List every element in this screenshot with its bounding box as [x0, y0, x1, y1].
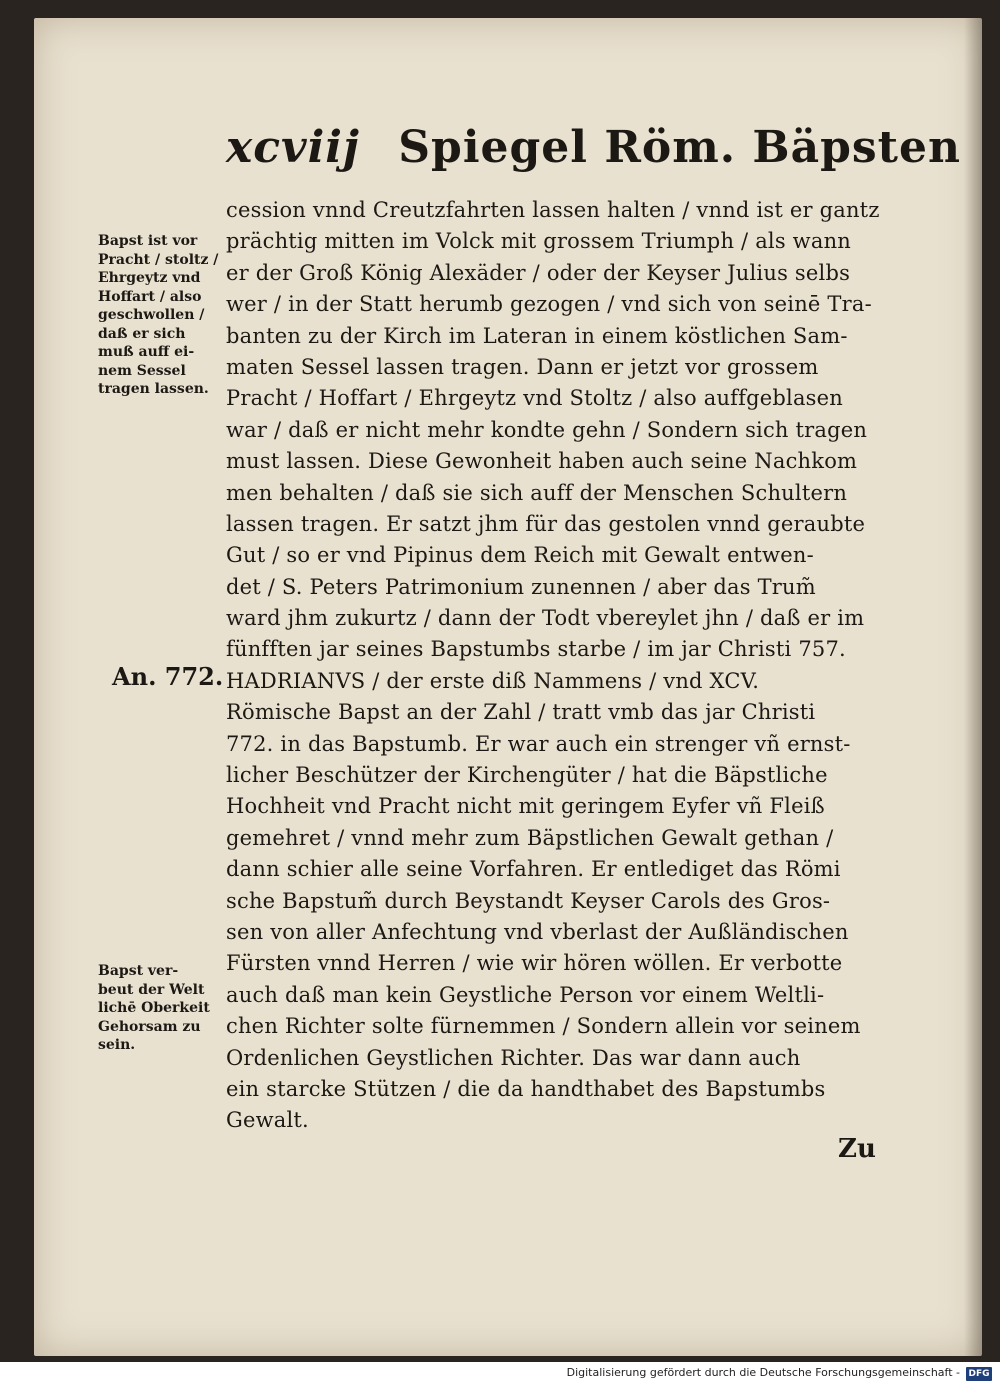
- text-line: chen Richter solte fürnemmen / Sondern allein vor seinem: [226, 1014, 861, 1039]
- text-line: er der Groß König Alexäder / oder der Keyser Julius selbs: [226, 260, 851, 285]
- text-line: dann schier alle seine Vorfahren. Er entlediget das Römi: [226, 857, 841, 882]
- text-line: lassen tragen. Er satzt jhm für das gestolen vnnd geraubte: [226, 511, 866, 536]
- margin-note-line: Ehrgeytz vnd: [98, 270, 201, 286]
- margin-note-line: muß auff ei-: [98, 344, 195, 360]
- text-line: fünfften jar seines Bapstumbs starbe / im jar Christi 757.: [226, 637, 846, 662]
- text-line: men behalten / daß sie sich auff der Menschen Schultern: [226, 480, 848, 505]
- text-line: sen von aller Anfechtung vnd vberlast der Außländischen: [226, 919, 849, 944]
- margin-note-line: sein.: [98, 1037, 136, 1053]
- text-line: cession vnnd Creutzfahrten lassen halten / vnnd ist er gantz: [226, 198, 880, 222]
- text-line: wer / in der Statt herumb gezogen / vnd sich von seinē Tra-: [226, 292, 872, 317]
- margin-note-line: Bapst ist vor: [98, 233, 198, 249]
- text-line: det / S. Peters Patrimonium zunennen / aber das Trum̃: [226, 574, 816, 599]
- text-line: Gewalt.: [226, 1108, 309, 1133]
- footer-bar: [0, 1364, 1000, 1386]
- margin-note-line: Gehorsam zu: [98, 1018, 201, 1035]
- margin-note-line: tragen lassen.: [98, 381, 209, 397]
- text-line: auch daß man kein Geystliche Person vor einem Weltli-: [226, 982, 825, 1007]
- dfg-logo: DFG: [966, 1367, 992, 1381]
- funding-credit: Digitalisierung gefördert durch die Deutsche Forschungsgemeinschaft -: [566, 1366, 960, 1379]
- margin-note-pope-pride: [98, 232, 258, 399]
- text-line: Römische Bapst an der Zahl / tratt vmb das jar Christi: [226, 700, 816, 725]
- text-line: ein starcke Stützen / die da handthabet des Bapstumbs: [226, 1076, 826, 1101]
- text-line: sche Bapstum̃ durch Beystandt Keyser Carols des Gros-: [226, 888, 831, 913]
- margin-note-line: Pracht / stoltz /: [98, 251, 219, 268]
- text-line: licher Beschützer der Kirchengüter / hat die Bäpstliche: [226, 763, 828, 788]
- catchword: Zu: [838, 1134, 876, 1164]
- margin-note-secular-authority: [98, 962, 258, 1055]
- text-line: HADRIANVS / der erste diß Nammens / vnd XCV.: [226, 668, 760, 693]
- margin-note-line: daß er sich: [98, 325, 186, 342]
- text-line: Fürsten vnnd Herren / wie wir hören wöllen. Er verbotte: [226, 951, 843, 976]
- margin-note-line: Hoffart / also: [98, 288, 202, 305]
- margin-year: An. 772.: [112, 662, 224, 691]
- text-line: prächtig mitten im Volck mit grossem Triumph / als wann: [226, 229, 852, 254]
- text-line: war / daß er nicht mehr kondte gehn / Sondern sich tragen: [226, 417, 868, 442]
- text-line: Hochheit vnd Pracht nicht mit geringem Eyfer vñ Fleiß: [226, 794, 825, 819]
- text-line: banten zu der Kirch im Lateran in einem köstlichen Sam-: [226, 323, 848, 348]
- folio-number: xcviij: [226, 122, 360, 173]
- text-line: Pracht / Hoffart / Ehrgeytz vnd Stoltz / also auffgeblasen: [226, 386, 843, 411]
- text-line: Gut / so er vnd Pipinus dem Reich mit Gewalt entwen-: [226, 543, 814, 568]
- running-head: [226, 122, 961, 192]
- main-text-block: [226, 195, 916, 1137]
- page-edge-shadow: [964, 18, 982, 1356]
- running-title: Spiegel Röm. Bäpsten: [398, 122, 961, 173]
- text-line: Ordenlichen Geystlichen Richter. Das war dann auch: [226, 1045, 801, 1070]
- margin-note-line: Bapst ver-: [98, 963, 179, 979]
- text-line: ward jhm zukurtz / dann der Todt vbereylet jhn / daß er im: [226, 606, 865, 631]
- margin-note-line: beut der Welt: [98, 981, 205, 998]
- text-line: maten Sessel lassen tragen. Dann er jetzt vor grossem: [226, 354, 819, 379]
- margin-note-line: lichē Oberkeit: [98, 1000, 210, 1016]
- margin-note-line: nem Sessel: [98, 362, 186, 379]
- text-line: must lassen. Diese Gewonheit haben auch seine Nachkom: [226, 449, 858, 474]
- text-line: 772. in das Bapstumb. Er war auch ein strenger vñ ernst-: [226, 731, 851, 756]
- margin-note-line: geschwollen /: [98, 307, 205, 323]
- text-line: gemehret / vnnd mehr zum Bäpstlichen Gewalt gethan /: [226, 825, 834, 850]
